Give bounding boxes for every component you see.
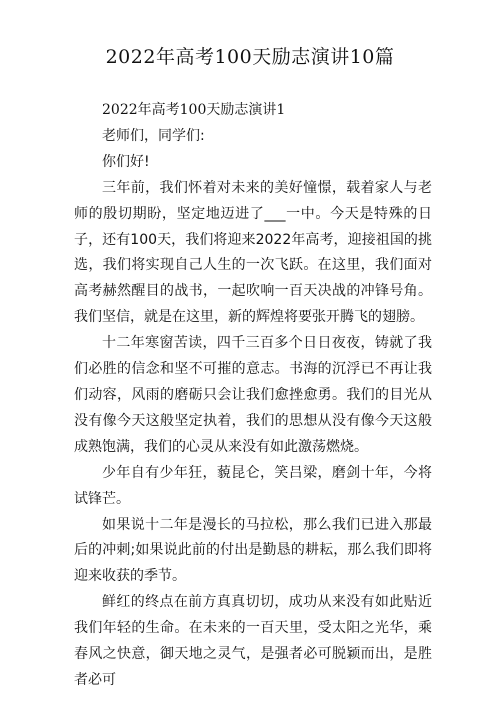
document-body xyxy=(74,98,432,694)
section-heading: 2022年高考100天励志演讲1 xyxy=(102,102,286,118)
paragraph-salutation: 老师们，同学们: xyxy=(102,127,205,144)
paragraph-greeting: 你们好! xyxy=(102,153,150,170)
paragraph: 鲜红的终点在前方真真切切，成功从来没有如此贴近我们年轻的生命。在未来的一百天里，受太阳之光华，乘春风之快意，御天地之灵气，是强者必可脱颖而出，是胜者必可 xyxy=(74,594,432,688)
document-title: 2022年高考100天励志演讲10篇 xyxy=(105,46,395,68)
paragraph: 十二年寒窗苦读，四千三百多个日日夜夜，铸就了我们必胜的信念和坚不可摧的意志。书海的沉浮已不再让我们动容，风雨的磨砺只会让我们愈挫愈勇。我们的目光从没有像今天这般坚定执着，我们的思想从没有像今天这般成熟饱满，我们的心灵从来没有如此激荡燃烧。 xyxy=(74,335,432,455)
paragraph: 如果说十二年是漫长的马拉松，那么我们已进入那最后的冲刺;如果说此前的付出是勤恳的耕耘，那么我们即将迎来收获的季节。 xyxy=(74,516,432,585)
paragraph: 三年前，我们怀着对未来的美好憧憬，载着家人与老师的殷切期盼，坚定地迈进了___一中。今天是特殊的日子，还有100天，我们将迎来2022年高考，迎接祖国的挑选，我们将实现自己人生的一次飞跃。在这里，我们面对高考赫然醒目的战书，一起吹响一百天决战的冲锋号角。我们坚信，就是在这里，新的辉煌将要张开腾飞的翅膀。 xyxy=(74,179,432,326)
paragraph: 少年自有少年狂，藐昆仑，笑吕梁，磨剑十年，今将试锋芒。 xyxy=(74,464,432,507)
